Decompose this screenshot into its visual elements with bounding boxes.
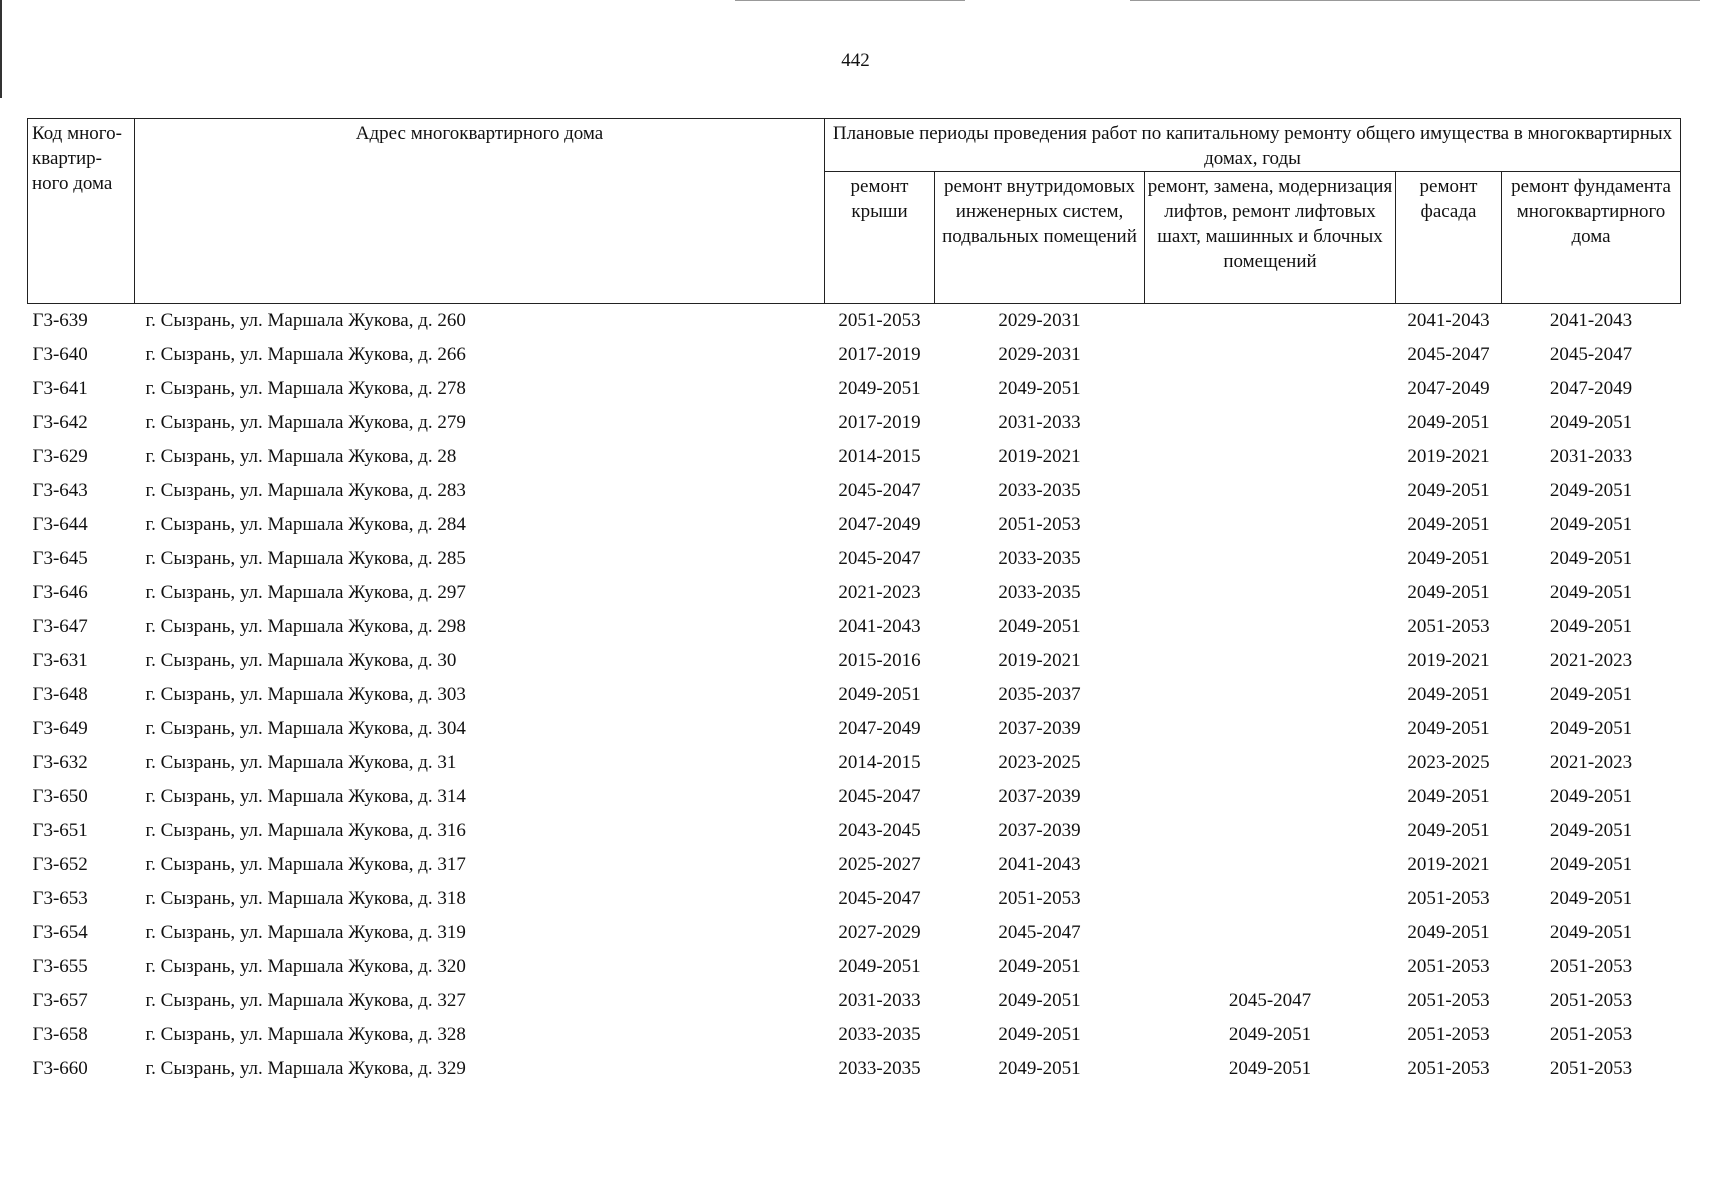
cell-roof-repair: 2049-2051: [838, 378, 921, 399]
cell-engineering-repair: 2045-2047: [998, 922, 1081, 943]
cell-building-code: Г3-651: [32, 820, 88, 841]
cell-foundation-repair: 2049-2051: [1549, 820, 1633, 841]
cell-engineering-repair: 2035-2037: [998, 684, 1081, 705]
cell-facade-repair: 2049-2051: [1407, 548, 1490, 569]
cell-facade-repair: 2019-2021: [1407, 650, 1490, 671]
cell-address: г. Сызрань, ул. Маршала Жукова, д. 329: [145, 1058, 466, 1079]
table-header: [28, 119, 1681, 304]
header-roof-repair: ремонт крыши: [825, 172, 935, 304]
cell-address: г. Сызрань, ул. Маршала Жукова, д. 28: [145, 446, 457, 467]
cell-engineering-repair: 2051-2053: [998, 514, 1081, 535]
header-foundation-repair: ремонт фундамента многоквартирного дома: [1502, 172, 1681, 304]
cell-foundation-repair: 2041-2043: [1549, 310, 1633, 331]
cell-foundation-repair: 2031-2033: [1549, 446, 1633, 467]
cell-building-code: Г3-650: [32, 786, 88, 807]
cell-engineering-repair: 2023-2025: [998, 752, 1081, 773]
cell-lift-repair: [1145, 542, 1396, 576]
cell-foundation-repair: 2049-2051: [1549, 514, 1633, 535]
cell-facade-repair: 2041-2043: [1407, 310, 1490, 331]
table-row: [28, 712, 1681, 746]
cell-roof-repair: 2033-2035: [838, 1058, 921, 1079]
table-row: [28, 780, 1681, 814]
cell-roof-repair: 2021-2023: [838, 582, 921, 603]
cell-lift-repair: [1145, 882, 1396, 916]
cell-facade-repair: 2049-2051: [1407, 718, 1490, 739]
cell-engineering-repair: 2029-2031: [998, 310, 1081, 331]
cell-facade-repair: 2051-2053: [1407, 616, 1490, 637]
cell-building-code: Г3-652: [32, 854, 88, 875]
cell-lift-repair: [1145, 440, 1396, 474]
cell-facade-repair: 2049-2051: [1407, 412, 1490, 433]
cell-foundation-repair: 2049-2051: [1549, 548, 1633, 569]
cell-facade-repair: 2049-2051: [1407, 582, 1490, 603]
cell-foundation-repair: 2051-2053: [1549, 990, 1633, 1011]
cell-foundation-repair: 2049-2051: [1549, 786, 1633, 807]
cell-foundation-repair: 2049-2051: [1549, 412, 1633, 433]
cell-roof-repair: 2027-2029: [838, 922, 921, 943]
cell-address: г. Сызрань, ул. Маршала Жукова, д. 285: [145, 548, 466, 569]
cell-foundation-repair: 2049-2051: [1549, 582, 1633, 603]
cell-address: г. Сызрань, ул. Маршала Жукова, д. 303: [145, 684, 466, 705]
cell-roof-repair: 2045-2047: [838, 480, 921, 501]
cell-roof-repair: 2049-2051: [838, 956, 921, 977]
cell-building-code: Г3-632: [32, 752, 88, 773]
cell-lift-repair: [1145, 644, 1396, 678]
cell-lift-repair: [1145, 610, 1396, 644]
cell-engineering-repair: 2019-2021: [998, 446, 1081, 467]
cell-foundation-repair: 2049-2051: [1549, 616, 1633, 637]
cell-address: г. Сызрань, ул. Маршала Жукова, д. 318: [145, 888, 466, 909]
cell-engineering-repair: 2049-2051: [998, 1058, 1081, 1079]
cell-engineering-repair: 2033-2035: [998, 548, 1081, 569]
cell-building-code: Г3-631: [32, 650, 88, 671]
cell-address: г. Сызрань, ул. Маршала Жукова, д. 314: [145, 786, 466, 807]
cell-lift-repair: [1145, 406, 1396, 440]
cell-roof-repair: 2047-2049: [838, 718, 921, 739]
cell-facade-repair: 2049-2051: [1407, 480, 1490, 501]
cell-engineering-repair: 2049-2051: [998, 956, 1081, 977]
cell-roof-repair: 2014-2015: [838, 446, 921, 467]
cell-address: г. Сызрань, ул. Маршала Жукова, д. 320: [145, 956, 466, 977]
cell-building-code: Г3-647: [32, 616, 88, 637]
cell-address: г. Сызрань, ул. Маршала Жукова, д. 284: [145, 514, 466, 535]
cell-building-code: Г3-639: [32, 310, 88, 331]
cell-facade-repair: 2049-2051: [1407, 922, 1490, 943]
cell-lift-repair: [1145, 474, 1396, 508]
cell-lift-repair: [1145, 950, 1396, 984]
page-top-rule: [1130, 0, 1700, 1]
cell-facade-repair: 2049-2051: [1407, 820, 1490, 841]
header-engineering-repair: ремонт внутридомовых инженерных систем, подвальных помещений: [935, 172, 1145, 304]
cell-facade-repair: 2047-2049: [1407, 378, 1490, 399]
cell-foundation-repair: 2049-2051: [1549, 718, 1633, 739]
cell-engineering-repair: 2033-2035: [998, 480, 1081, 501]
cell-engineering-repair: 2033-2035: [998, 582, 1081, 603]
header-address: Адрес многоквартирного дома: [135, 119, 825, 304]
cell-building-code: Г3-653: [32, 888, 88, 909]
table-row: [28, 1018, 1681, 1052]
cell-address: г. Сызрань, ул. Маршала Жукова, д. 31: [145, 752, 457, 773]
table-row: [28, 644, 1681, 678]
cell-address: г. Сызрань, ул. Маршала Жукова, д. 328: [145, 1024, 466, 1045]
cell-lift-repair: [1145, 338, 1396, 372]
cell-facade-repair: 2051-2053: [1407, 1024, 1490, 1045]
cell-engineering-repair: 2041-2043: [998, 854, 1081, 875]
cell-roof-repair: 2031-2033: [838, 990, 921, 1011]
table-row: [28, 916, 1681, 950]
cell-foundation-repair: 2021-2023: [1549, 752, 1633, 773]
table-row: [28, 406, 1681, 440]
header-planned-periods: Плановые периоды проведения работ по капитальному ремонту общего имущества в многоквартирных домах, годы: [825, 119, 1681, 172]
cell-address: г. Сызрань, ул. Маршала Жукова, д. 304: [145, 718, 466, 739]
cell-roof-repair: 2041-2043: [838, 616, 921, 637]
table-row: [28, 610, 1681, 644]
cell-address: г. Сызрань, ул. Маршала Жукова, д. 297: [145, 582, 466, 603]
cell-facade-repair: 2045-2047: [1407, 344, 1490, 365]
cell-foundation-repair: 2051-2053: [1549, 1024, 1633, 1045]
cell-lift-repair: 2045-2047: [1228, 990, 1312, 1011]
cell-foundation-repair: 2049-2051: [1549, 854, 1633, 875]
table-row: [28, 950, 1681, 984]
cell-lift-repair: [1145, 508, 1396, 542]
cell-engineering-repair: 2019-2021: [998, 650, 1081, 671]
cell-lift-repair: [1145, 576, 1396, 610]
cell-building-code: Г3-643: [32, 480, 88, 501]
cell-lift-repair: [1145, 916, 1396, 950]
cell-foundation-repair: 2049-2051: [1549, 684, 1633, 705]
table-row: [28, 984, 1681, 1018]
cell-roof-repair: 2017-2019: [838, 412, 921, 433]
cell-building-code: Г3-660: [32, 1058, 88, 1079]
cell-engineering-repair: 2037-2039: [998, 820, 1081, 841]
cell-address: г. Сызрань, ул. Маршала Жукова, д. 316: [145, 820, 466, 841]
table-row: [28, 338, 1681, 372]
cell-facade-repair: 2019-2021: [1407, 446, 1490, 467]
cell-lift-repair: [1145, 848, 1396, 882]
cell-roof-repair: 2025-2027: [838, 854, 921, 875]
cell-engineering-repair: 2049-2051: [998, 990, 1081, 1011]
cell-building-code: Г3-657: [32, 990, 88, 1011]
cell-roof-repair: 2045-2047: [838, 888, 921, 909]
table-body: [28, 304, 1681, 1087]
cell-engineering-repair: 2037-2039: [998, 718, 1081, 739]
cell-engineering-repair: 2051-2053: [998, 888, 1081, 909]
table-row: [28, 1052, 1681, 1086]
cell-engineering-repair: 2037-2039: [998, 786, 1081, 807]
cell-building-code: Г3-655: [32, 956, 88, 977]
cell-roof-repair: 2045-2047: [838, 786, 921, 807]
header-facade-repair: ремонт фасада: [1396, 172, 1502, 304]
cell-address: г. Сызрань, ул. Маршала Жукова, д. 327: [145, 990, 466, 1011]
cell-roof-repair: 2047-2049: [838, 514, 921, 535]
cell-engineering-repair: 2049-2051: [998, 616, 1081, 637]
cell-address: г. Сызрань, ул. Маршала Жукова, д. 317: [145, 854, 466, 875]
cell-foundation-repair: 2049-2051: [1549, 888, 1633, 909]
cell-building-code: Г3-658: [32, 1024, 88, 1045]
cell-building-code: Г3-646: [32, 582, 88, 603]
cell-lift-repair: 2049-2051: [1228, 1024, 1312, 1045]
cell-foundation-repair: 2045-2047: [1549, 344, 1633, 365]
cell-roof-repair: 2014-2015: [838, 752, 921, 773]
table-row: [28, 440, 1681, 474]
page-left-edge-line: [0, 0, 2, 98]
page-top-rule: [735, 0, 965, 1]
page-number: 442: [841, 50, 870, 71]
cell-lift-repair: [1145, 712, 1396, 746]
cell-address: г. Сызрань, ул. Маршала Жукова, д. 319: [145, 922, 466, 943]
cell-lift-repair: [1145, 814, 1396, 848]
cell-building-code: Г3-649: [32, 718, 88, 739]
cell-roof-repair: 2049-2051: [838, 684, 921, 705]
table-row: [28, 882, 1681, 916]
cell-building-code: Г3-648: [32, 684, 88, 705]
cell-engineering-repair: 2031-2033: [998, 412, 1081, 433]
cell-facade-repair: 2049-2051: [1407, 514, 1490, 535]
cell-building-code: Г3-642: [32, 412, 88, 433]
cell-foundation-repair: 2049-2051: [1549, 922, 1633, 943]
cell-address: г. Сызрань, ул. Маршала Жукова, д. 298: [145, 616, 466, 637]
capital-repair-schedule-table: [27, 118, 1681, 1086]
cell-address: г. Сызрань, ул. Маршала Жукова, д. 278: [145, 378, 466, 399]
table-row: [28, 304, 1681, 339]
table-row: [28, 678, 1681, 712]
cell-roof-repair: 2043-2045: [838, 820, 921, 841]
cell-facade-repair: 2049-2051: [1407, 786, 1490, 807]
cell-foundation-repair: 2051-2053: [1549, 1058, 1633, 1079]
cell-facade-repair: 2051-2053: [1407, 1058, 1490, 1079]
cell-address: г. Сызрань, ул. Маршала Жукова, д. 266: [145, 344, 466, 365]
table-row: [28, 474, 1681, 508]
cell-facade-repair: 2051-2053: [1407, 956, 1490, 977]
cell-address: г. Сызрань, ул. Маршала Жукова, д. 279: [145, 412, 466, 433]
cell-roof-repair: 2015-2016: [838, 650, 921, 671]
cell-foundation-repair: 2021-2023: [1549, 650, 1633, 671]
cell-roof-repair: 2051-2053: [838, 310, 921, 331]
cell-foundation-repair: 2047-2049: [1549, 378, 1633, 399]
cell-address: г. Сызрань, ул. Маршала Жукова, д. 283: [145, 480, 466, 501]
table-row: [28, 848, 1681, 882]
cell-facade-repair: 2023-2025: [1407, 752, 1490, 773]
header-building-code: Код много-квартир-ного дома: [28, 119, 135, 304]
cell-foundation-repair: 2049-2051: [1549, 480, 1633, 501]
cell-lift-repair: 2049-2051: [1228, 1058, 1312, 1079]
cell-engineering-repair: 2029-2031: [998, 344, 1081, 365]
header-lift-repair: ремонт, замена, модернизация лифтов, ремонт лифтовых шахт, машинных и блочных помещений: [1145, 172, 1396, 304]
cell-lift-repair: [1145, 780, 1396, 814]
cell-address: г. Сызрань, ул. Маршала Жукова, д. 30: [145, 650, 457, 671]
cell-building-code: Г3-640: [32, 344, 88, 365]
table-row: [28, 372, 1681, 406]
cell-building-code: Г3-644: [32, 514, 88, 535]
cell-roof-repair: 2045-2047: [838, 548, 921, 569]
cell-roof-repair: 2017-2019: [838, 344, 921, 365]
cell-lift-repair: [1145, 372, 1396, 406]
cell-engineering-repair: 2049-2051: [998, 378, 1081, 399]
table-row: [28, 746, 1681, 780]
cell-lift-repair: [1145, 304, 1396, 339]
cell-building-code: Г3-654: [32, 922, 88, 943]
cell-facade-repair: 2049-2051: [1407, 684, 1490, 705]
cell-foundation-repair: 2051-2053: [1549, 956, 1633, 977]
cell-building-code: Г3-641: [32, 378, 88, 399]
table-row: [28, 576, 1681, 610]
cell-building-code: Г3-645: [32, 548, 88, 569]
table-row: [28, 508, 1681, 542]
cell-address: г. Сызрань, ул. Маршала Жукова, д. 260: [145, 310, 466, 331]
cell-facade-repair: 2019-2021: [1407, 854, 1490, 875]
cell-roof-repair: 2033-2035: [838, 1024, 921, 1045]
cell-facade-repair: 2051-2053: [1407, 888, 1490, 909]
cell-building-code: Г3-629: [32, 446, 88, 467]
cell-lift-repair: [1145, 746, 1396, 780]
table-row: [28, 542, 1681, 576]
table-row: [28, 814, 1681, 848]
cell-engineering-repair: 2049-2051: [998, 1024, 1081, 1045]
cell-lift-repair: [1145, 678, 1396, 712]
cell-facade-repair: 2051-2053: [1407, 990, 1490, 1011]
